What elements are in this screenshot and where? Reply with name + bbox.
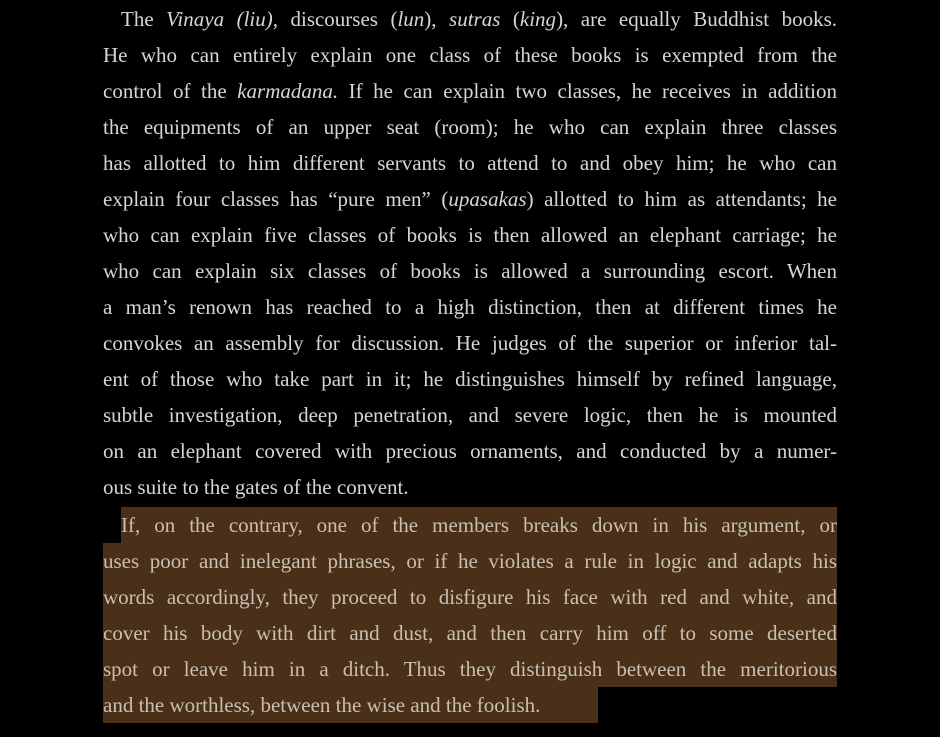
text-line: on an elephant covered with precious ornaments, and conducted by a numer- [103, 439, 837, 463]
text-line: He who can entirely explain one class of these books is exempted from the [103, 43, 837, 67]
text-line: If, on the contrary, one of the members breaks down in his argument, or [121, 513, 837, 537]
text-line: explain four classes has “pure men” (upasakas) allotted to him as attendants; he [103, 187, 837, 211]
text-line: ous suite to the gates of the convent. [103, 475, 409, 499]
text-line: convokes an assembly for discussion. He judges of the superior or inferior tal- [103, 331, 837, 355]
text-line: The Vinaya (liu), discourses (lun), sutras (king), are equally Buddhist books. [121, 7, 837, 31]
text-line: cover his body with dirt and dust, and then carry him off to some deserted [103, 621, 837, 645]
text-line: words accordingly, they proceed to disfigure his face with red and white, and [103, 585, 837, 609]
text-line: who can explain five classes of books is then allowed an elephant carriage; he [103, 223, 837, 247]
text-line: ent of those who take part in it; he distinguishes himself by refined language, [103, 367, 837, 391]
text-line: spot or leave him in a ditch. Thus they distinguish between the meritorious [103, 657, 837, 681]
text-line: a man’s renown has reached to a high distinction, then at different times he [103, 295, 837, 319]
text-line: subtle investigation, deep penetration, and severe logic, then he is mounted [103, 403, 837, 427]
text-line: control of the karmadana. If he can explain two classes, he receives in addition [103, 79, 837, 103]
text-line: has allotted to him different servants to attend to and obey him; he who can [103, 151, 837, 175]
text-line: uses poor and inelegant phrases, or if he violates a rule in logic and adapts his [103, 549, 837, 573]
text-line: who can explain six classes of books is allowed a surrounding escort. When [103, 259, 837, 283]
reading-pane [103, 0, 837, 737]
text-line: the equipments of an upper seat (room); he who can explain three classes [103, 115, 837, 139]
text-line: and the worthless, between the wise and the foolish. [103, 693, 541, 717]
